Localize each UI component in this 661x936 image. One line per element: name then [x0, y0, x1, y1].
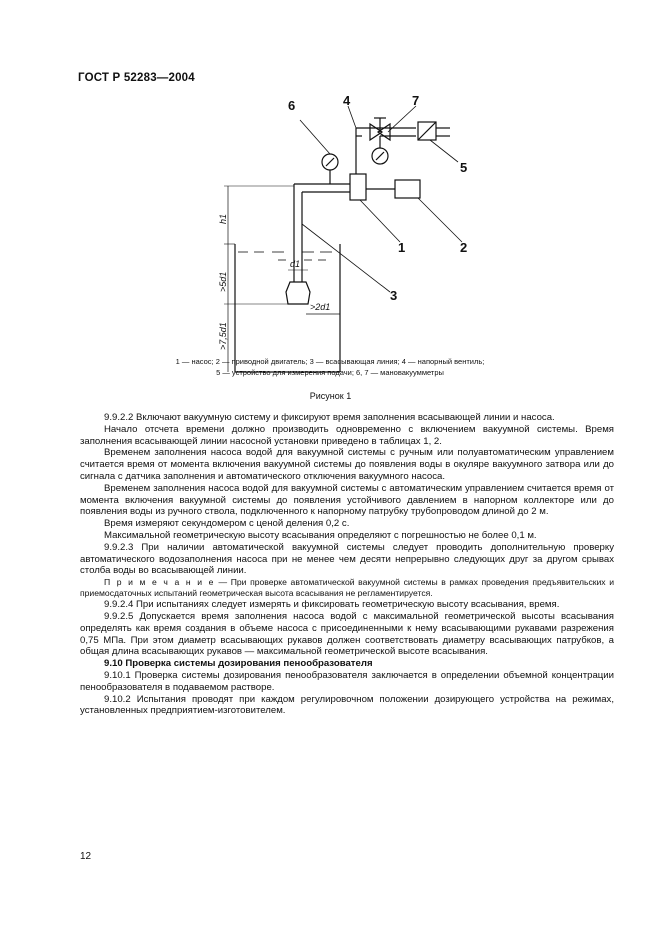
note-text: — При проверке автоматической вакуумной системы в рамках проведения предъявительских и приемосдаточных испытаний геометрическая высота всасывания не регламентируется.	[80, 577, 615, 599]
paragraph: Начало отсчета времени должно производить одновременно с включением вакуумной системы. Время заполнения всасывающей линии насосной установки приведено в таблицах 1, 2.	[80, 423, 614, 447]
paragraph: 9.9.2.5 Допускается время заполнения насоса водой с максимальной геометрической высоты всасывания определять как время создания в объеме насоса с присоединенными к нему всасывающими рукавами разрежения 0,75 МПа. При этом диаметр всасывающих рукавов должен соответствовать диаметру всасывающих патрубков, а общая длина всасывающих рукавов — максимальной геометрической высоте всасывания.	[80, 610, 614, 658]
body-text	[80, 412, 614, 717]
paragraph: Максимальной геометрическую высоту всасывания определяют с погрешностью не более 0,1 м.	[104, 529, 537, 541]
callout-4: 4	[343, 93, 351, 108]
callout-3: 3	[390, 288, 398, 303]
dim-75d1: >7,5d1	[218, 322, 228, 350]
pump-body	[350, 174, 366, 200]
callout-1: 1	[398, 240, 406, 255]
figure-pump-schematic	[190, 92, 490, 380]
paragraph: 9.9.2.2 Включают вакуумную систему и фиксируют время заполнения всасывающей линии и насоса.	[104, 412, 555, 423]
figure-caption: Рисунок 1	[309, 391, 352, 401]
section-heading: 9.10 Проверка системы дозирования пенообразователя	[104, 658, 373, 670]
figure-legend-line-1: 1 — насос; 2 — приводной двигатель; 3 — всасывающая линия; 4 — напорный вентиль;	[175, 357, 485, 366]
paragraph: 9.10.1 Проверка системы дозирования пенообразователя заключается в определении объемной концентрации пенообразователя в подаваемом растворе.	[80, 669, 614, 693]
paragraph: 9.10.2 Испытания проводят при каждом регулировочном положении дозирующего устройства на режимах, установленных предприятием-изготовителем.	[80, 693, 614, 717]
page-number: 12	[80, 851, 92, 862]
note	[80, 577, 614, 599]
callout-6: 6	[288, 98, 296, 113]
dim-h1: h1	[218, 213, 228, 224]
callout-5: 5	[460, 160, 468, 175]
dim-5d1: >5d1	[218, 271, 228, 292]
document-header: ГОСТ Р 52283—2004	[78, 72, 195, 84]
paragraph: 9.9.2.4 При испытаниях следует измерять и фиксировать геометрическую высоту всасывания, время.	[104, 599, 560, 611]
callout-2: 2	[460, 240, 468, 255]
paragraph: Время измеряют секундомером с ценой деления 0,2 с.	[104, 518, 350, 530]
paragraph: Временем заполнения насоса водой для вакуумной системы с автоматическим управлением считается время от момента включения вакуумной системы до появления устойчивого давлением в напорном коллекторе или до появления воды из ручного ствола, подключенного к напорному патрубку трубопроводом длиной до 2 м.	[80, 482, 614, 518]
note-label: П р и м е ч а н и е	[104, 577, 215, 588]
dim-d1: d1	[290, 259, 301, 269]
dim-2d1: >2d1	[310, 302, 331, 312]
suction-strainer	[286, 282, 310, 304]
paragraph: 9.9.2.3 При наличии автоматической вакуумной системы следует проводить дополнительную проверку автоматического водозаполнения насоса при не менее чем десяти непрерывно следующих друг за другом срывах столба воды во всасывающей линии.	[80, 541, 614, 577]
figure-legend-line-2: 5 — устройство для измерения подачи; 6, 7 — мановакуумметры	[216, 368, 444, 377]
paragraph: Временем заполнения насоса водой для вакуумной системы с ручным или полуавтоматическим управлением считается время от момента включения вакуумной системы до появления воды в окуляре вакуумного затвора или до сигнала с датчика заполнения и автоматического отключения вакуумного насоса.	[80, 447, 614, 482]
callout-7: 7	[412, 93, 420, 108]
schematic-drawing	[190, 92, 490, 380]
drive-motor	[395, 180, 420, 198]
